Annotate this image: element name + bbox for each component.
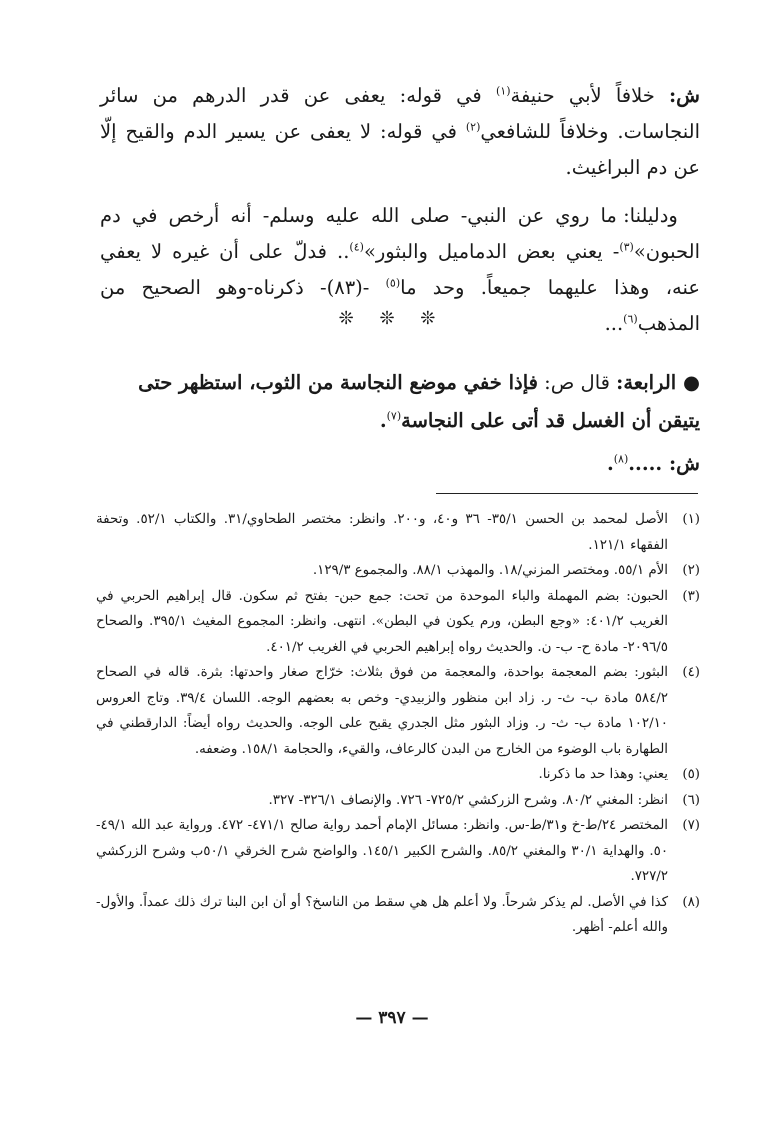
footnote-ref-7[interactable]: (٧) — [386, 409, 402, 423]
footnote-divider — [436, 493, 698, 494]
p1-text-d: في قوله: لا يعفى عن يسير الدم والقيح إلّا عن دم البراغيث. — [100, 120, 700, 179]
footnote-ref-2[interactable]: (٢) — [465, 120, 481, 134]
page-number: — ٣٩٧ — — [355, 1008, 429, 1028]
p2-text-a: ودليلنا: ما روي عن النبي- صلى الله عليه وسلم- أنه أرخص في دم الحبون» — [100, 204, 700, 263]
sharh-dots: ..... — [628, 452, 669, 475]
p2-text-e: ... — [604, 312, 624, 335]
footnote-number: (٤) — [682, 665, 700, 680]
footnote-ref-5[interactable]: (٥) — [385, 276, 401, 290]
issue-end: . — [379, 409, 387, 432]
sharh-label: ش: — [668, 84, 700, 107]
bullet-icon: ● — [682, 371, 700, 394]
p2-text-d: -(٨٣)- ذكرناه-وهو الصحيح من المذهب — [100, 276, 700, 335]
p2-text-b: - يعني بعض الدماميل والبثور» — [363, 240, 620, 263]
footnote-number: (١) — [682, 512, 700, 527]
footnotes — [96, 507, 700, 941]
sharh-label-2: ش: — [668, 452, 700, 475]
footnote — [96, 584, 700, 661]
footnote-text: كذا في الأصل. لم يذكر شرحاً. ولا أعلم هل هي سقط من الناسخ؟ أو أن ابن البنا ترك ذلك عمداً. والأول- والله أعلم- أظهر. — [96, 894, 668, 935]
footnote — [96, 660, 700, 762]
footnote-number: (٧) — [682, 818, 700, 833]
footnote-number: (٥) — [682, 767, 700, 782]
footnote-text: البثور: بضم المعجمة بواحدة، والمعجمة من فوق بثلاث: خرّاج صغار واحدتها: بثرة. قاله في الصحاح ٥٨٤/٢ مادة ب- ث- ر. زاد ابن منظور والزبيدي- وخص به بعضهم الوجه. اللسان ٣٩/٤. وتاج العروس ١٠٢/١٠ مادة ب- ث- ر. وزاد البثور مثل الجدري يقبح على الوجه. والحديث رواه أيضاً: الدارقطني في الطهارة باب الوضوء من الخارج من البدن كالرعاف، والقيء، والحجامة ١٥٨/١. وضعفه. — [96, 665, 668, 757]
footnote-text: الأم ٥٥/١. ومختصر المزني/١٨. والمهذب ٨٨/١. والمجموع ١٢٩/٣. — [312, 563, 668, 578]
sharh-line — [100, 452, 700, 475]
p1-text-c: وخلافاً للشافعي — [480, 120, 618, 143]
footnote — [96, 762, 700, 788]
footnote-text: يعني: وهذا حد ما ذكرنا. — [538, 767, 668, 782]
footnote-ref-4[interactable]: (٤) — [349, 240, 364, 254]
fourth-issue — [100, 364, 700, 440]
footnote-ref-1[interactable]: (١) — [495, 84, 511, 98]
main-text — [100, 78, 700, 342]
footnote-text: الأصل لمحمد بن الحسن ٣٥/١- ٣٦ و٤٠، و٢٠٠. وانظر: مختصر الطحاوي/٣١. والكتاب ٥٢/١. وتحفة الفقهاء ١٢١/١. — [96, 512, 668, 553]
footnote-text: المختصر ٢٤/ط-خ و٣١/ط-س. وانظر: مسائل الإمام أحمد رواية صالح ٤٧١/١- ٤٧٢. ورواية عبد الله ٤٩/١- ٥٠. والهداية ٣٠/١ والمغني ٨٥/٢. والشرح الكبير ١٤٥/١. والواضح شرح الخرقي ٥٠/١ب وشرح الزركشي ٧٢٧/٢. — [96, 818, 669, 884]
issue-said: قال ص: — [537, 371, 617, 394]
footnote-number: (٦) — [682, 792, 700, 808]
sharh-end: . — [606, 452, 614, 475]
p2-text-c: .. فدلّ على أن غيره لا يعفي عنه، وهذا عليهما جميعاً. وحد ما — [100, 240, 700, 299]
footnote-text: الحبون: بضم المهملة والباء الموحدة من تحت: جمع حبن- بفتح ثم سكون. قال إبراهيم الحربي في الغريب ٤٠١/٢: «وجع البطن، ورم يكون في البطن». انتهى. وانظر: المجموع المغيث ٣٩٥/١. والصحاح ٢٠٩٦/٥- مادة ح- ب- ن. والحديث رواه إبراهيم الحربي في الغريب ٤٠١/٢. — [96, 588, 668, 655]
footnote-text: انظر: المغني ٨٠/٢. وشرح الزركشي ٧٢٥/٢- ٧٢٦. والإنصاف ٣٢٦/١- ٣٢٧. — [268, 792, 668, 808]
section-separator: ❊ ❊ ❊ — [338, 308, 446, 329]
footnote — [96, 558, 700, 584]
footnote-ref-6[interactable]: (٦) — [623, 312, 638, 326]
footnote-ref-3[interactable]: (٣) — [619, 240, 634, 254]
p1-text-a: خلافاً لأبي حنيفة — [510, 84, 669, 107]
p1-text-b: في قوله: يعفى عن قدر الدرهم من سائر النجاسات. — [100, 84, 700, 143]
footnote-ref-8[interactable]: (٨) — [613, 452, 629, 466]
footnote — [96, 788, 700, 814]
footnote-number: (٣) — [682, 588, 700, 604]
footnote — [96, 507, 700, 558]
issue-text: فإذا خفي موضع النجاسة من الثوب، استظهر حتى يتيقن أن الغسل قد أتى على النجاسة — [138, 371, 700, 432]
footnote-number: (٢) — [682, 563, 700, 578]
footnote — [96, 813, 700, 890]
issue-label: الرابعة: — [616, 371, 677, 394]
footnote-number: (٨) — [682, 894, 700, 910]
paragraph-1 — [100, 78, 700, 186]
footnote — [96, 890, 700, 941]
